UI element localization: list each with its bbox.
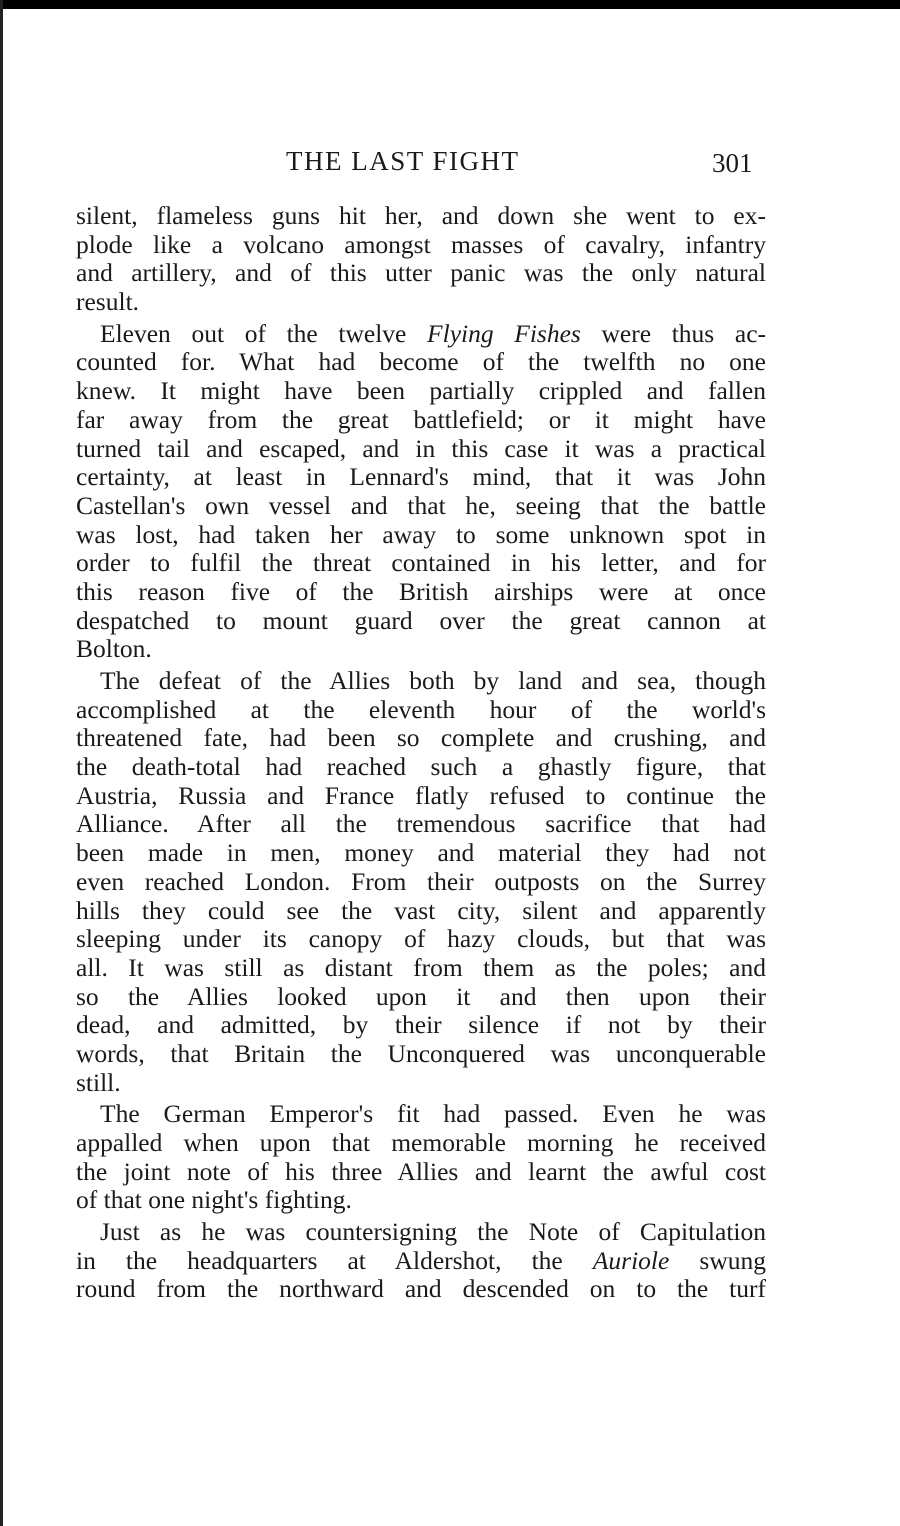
text-segment: and artillery, and of this utter panic was the only natural	[76, 258, 766, 288]
text-line	[76, 954, 766, 983]
text-segment: Bolton.	[76, 634, 152, 664]
text-segment: turned tail and escaped, and in this case it was a practical	[76, 433, 766, 463]
text-line	[76, 231, 766, 260]
text-line	[76, 202, 766, 231]
text-line	[76, 753, 766, 782]
page-top-border	[0, 0, 900, 9]
running-title: THE LAST FIGHT	[286, 146, 520, 176]
text-segment: Just as he was countersigning the Note of Capitulation	[100, 1217, 766, 1247]
body-text	[76, 202, 766, 1304]
text-segment: threatened fate, had been so complete and crushing, and	[76, 723, 766, 753]
text-segment: even reached London. From their outposts on the Surrey	[76, 866, 766, 896]
text-segment: swung	[669, 1245, 766, 1275]
text-line	[76, 667, 766, 696]
text-segment: the death-total had reached such a ghastly figure, that	[76, 752, 766, 782]
text-line	[76, 1100, 766, 1129]
text-segment: Eleven out of the twelve	[100, 318, 428, 348]
text-line	[76, 377, 766, 406]
text-segment: so the Allies looked upon it and then upon their	[76, 981, 766, 1011]
text-line	[76, 288, 766, 317]
text-line	[76, 696, 766, 725]
text-line	[76, 925, 766, 954]
text-segment: order to fulfil the threat contained in his letter, and for	[76, 548, 766, 578]
text-line	[76, 521, 766, 550]
text-segment: sleeping under its canopy of hazy clouds, but that was	[76, 924, 766, 954]
text-line	[76, 1158, 766, 1187]
text-line	[76, 259, 766, 288]
text-segment: hills they could see the vast city, silent and apparently	[76, 895, 766, 925]
text-line	[76, 406, 766, 435]
text-line	[76, 1040, 766, 1069]
text-line	[76, 1069, 766, 1098]
text-segment: plode like a volcano amongst masses of cavalry, infantry	[76, 229, 766, 259]
text-line	[76, 868, 766, 897]
text-segment: this reason five of the British airships were at once	[76, 576, 766, 606]
text-line	[76, 983, 766, 1012]
text-line	[76, 435, 766, 464]
text-line	[76, 810, 766, 839]
text-segment: despatched to mount guard over the great cannon at	[76, 605, 766, 635]
italic-title: Auriole	[592, 1245, 670, 1275]
text-segment: silent, flameless guns hit her, and down she went to ex-	[76, 201, 766, 230]
text-line	[76, 782, 766, 811]
text-segment: dead, and admitted, by their silence if not by their	[76, 1010, 766, 1040]
paragraph	[76, 202, 766, 317]
text-segment: Austria, Russia and France flatly refused to continue the	[76, 780, 766, 810]
text-line	[76, 1186, 766, 1215]
text-segment: appalled when upon that memorable morning he received	[76, 1128, 766, 1157]
text-segment: was lost, had taken her away to some unknown spot in	[76, 519, 766, 549]
running-head	[0, 146, 900, 186]
text-segment: result.	[76, 287, 140, 317]
text-segment: The defeat of the Allies both by land and sea, though	[100, 666, 766, 695]
text-segment: the joint note of his three Allies and learnt the awful cost	[76, 1156, 766, 1186]
text-segment: certainty, at least in Lennard's mind, that it was John	[76, 462, 766, 492]
text-segment: round from the northward and descended on to the turf	[76, 1274, 766, 1304]
text-line	[76, 463, 766, 492]
text-segment: Castellan's own vessel and that he, seeing that the battle	[76, 490, 766, 520]
text-line	[76, 635, 766, 664]
text-line	[76, 607, 766, 636]
text-segment: The German Emperor's fit had passed. Even he was	[100, 1099, 766, 1129]
text-line	[76, 492, 766, 521]
paragraph	[76, 320, 766, 664]
text-line	[76, 724, 766, 753]
text-line	[76, 1275, 766, 1304]
text-line	[76, 897, 766, 926]
text-line	[76, 1247, 766, 1276]
text-segment: been made in men, money and material they had not	[76, 838, 766, 868]
text-segment: accomplished at the eleventh hour of the world's	[76, 694, 766, 724]
text-segment: of that one night's fighting.	[76, 1185, 352, 1215]
page-left-border	[0, 0, 3, 1526]
text-line	[76, 1218, 766, 1247]
italic-title: Flying Fishes	[427, 318, 581, 348]
text-line	[76, 578, 766, 607]
text-segment: words, that Britain the Unconquered was unconquerable	[76, 1038, 766, 1068]
text-segment: in the headquarters at Aldershot, the	[76, 1245, 593, 1275]
text-line	[76, 839, 766, 868]
text-line	[76, 549, 766, 578]
text-line	[76, 1011, 766, 1040]
text-segment: knew. It might have been partially crippled and fallen	[76, 376, 766, 406]
text-line	[76, 348, 766, 377]
text-segment: all. It was still as distant from them as the poles; and	[76, 952, 766, 982]
text-segment: far away from the great battlefield; or it might have	[76, 404, 766, 434]
paragraph	[76, 667, 766, 1097]
text-segment: counted for. What had become of the twelfth no one	[76, 347, 766, 377]
paragraph	[76, 1100, 766, 1215]
page-number: 301	[712, 148, 753, 178]
text-line	[76, 1129, 766, 1158]
text-line	[76, 320, 766, 349]
text-segment: Alliance. After all the tremendous sacrifice that had	[76, 809, 766, 839]
text-segment: were thus ac-	[580, 318, 767, 348]
text-segment: still.	[76, 1067, 121, 1097]
paragraph	[76, 1218, 766, 1304]
